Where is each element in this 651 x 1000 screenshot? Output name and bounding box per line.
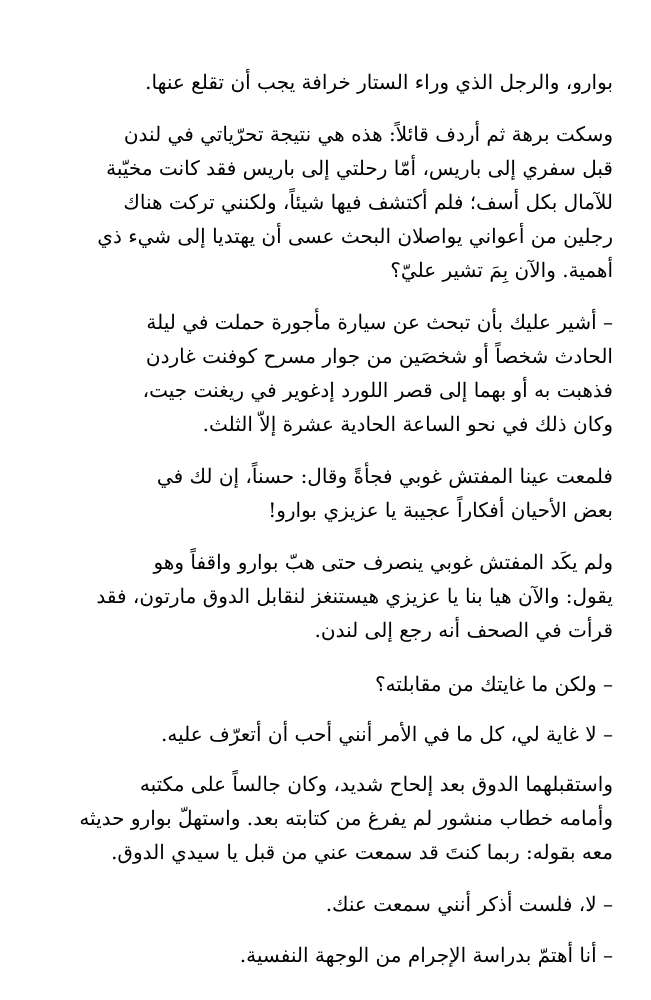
text-line: فلمعت عينا المفتش غوبي فجأةً وقال: حسناً، إن لك في: [156, 464, 613, 488]
paragraph-6: [38, 667, 613, 701]
text-line: فذهبت به أو بهما إلى قصر اللورد إدغوير في ريغنت جيت،: [142, 378, 613, 402]
paragraph-7: [38, 717, 613, 751]
text-line: الحادث شخصاً أو شخصَين من جوار مسرح كوفنت غاردن: [145, 344, 613, 368]
text-line: قبل سفري إلى باريس، أمّا رحلتي إلى باريس فقد كانت مخيّبة: [106, 156, 613, 180]
text-line: ولم يكَد المفتش غوبي ينصرف حتى هبّ بوارو واقفاً وهو: [153, 550, 613, 574]
text-line: رجلين من أعواني يواصلان البحث عسى أن يهتديا إلى شيء ذي: [97, 224, 613, 248]
text-line: وكان ذلك في نحو الساعة الحادية عشرة إلاّ الثلث.: [202, 412, 613, 436]
text-line: يقول: والآن هيا بنا يا عزيزي هيستنغز لنقابل الدوق مارتون، فقد: [96, 584, 613, 608]
text-line: بوارو، والرجل الذي وراء الستار خرافة يجب أن تقلع عنها.: [145, 70, 613, 94]
paragraph-3: [38, 305, 613, 441]
text-line: أهمية. والآن بِمَ تشير عليّ؟: [390, 258, 613, 282]
text-line: للآمال بكل أسف؛ فلم أكتشف فيها شيئاً، ولكنني تركت هناك: [123, 190, 613, 214]
paragraph-1: [38, 65, 613, 99]
text-line: قرأت في الصحف أنه رجع إلى لندن.: [314, 618, 613, 642]
paragraph-2: [38, 117, 613, 287]
text-line: وأمامه خطاب منشور لم يفرغ من كتابته بعد. واستهلّ بوارو حديثه: [79, 806, 613, 830]
text-line: معه بقوله: ربما كنتَ قد سمعت عني من قبل يا سيدي الدوق.: [111, 840, 613, 864]
text-line: – أنا أهتمّ بدراسة الإجرام من الوجهة النفسية.: [239, 943, 613, 967]
paragraph-4: [38, 459, 613, 527]
paragraph-8: [38, 767, 613, 869]
text-line: – لا غاية لي، كل ما في الأمر أنني أحب أن أتعرّف عليه.: [160, 722, 613, 746]
text-line: واستقبلهما الدوق بعد إلحاح شديد، وكان جالساً على مكتبه: [139, 772, 613, 796]
paragraph-9: [38, 887, 613, 921]
text-line: – أشير عليك بأن تبحث عن سيارة مأجورة حملت في ليلة: [146, 310, 613, 334]
text-line: – لا، فلست أذكر أنني سمعت عنك.: [325, 892, 613, 916]
text-line: – ولكن ما غايتك من مقابلته؟: [374, 672, 613, 696]
paragraph-10: [38, 938, 613, 972]
paragraph-5: [38, 545, 613, 647]
text-line: وسكت برهة ثم أردف قائلاً: هذه هي نتيجة تحرّياتي في لندن: [123, 122, 613, 146]
text-line: بعض الأحيان أفكاراً عجيبة يا عزيزي بوارو!: [268, 498, 613, 522]
